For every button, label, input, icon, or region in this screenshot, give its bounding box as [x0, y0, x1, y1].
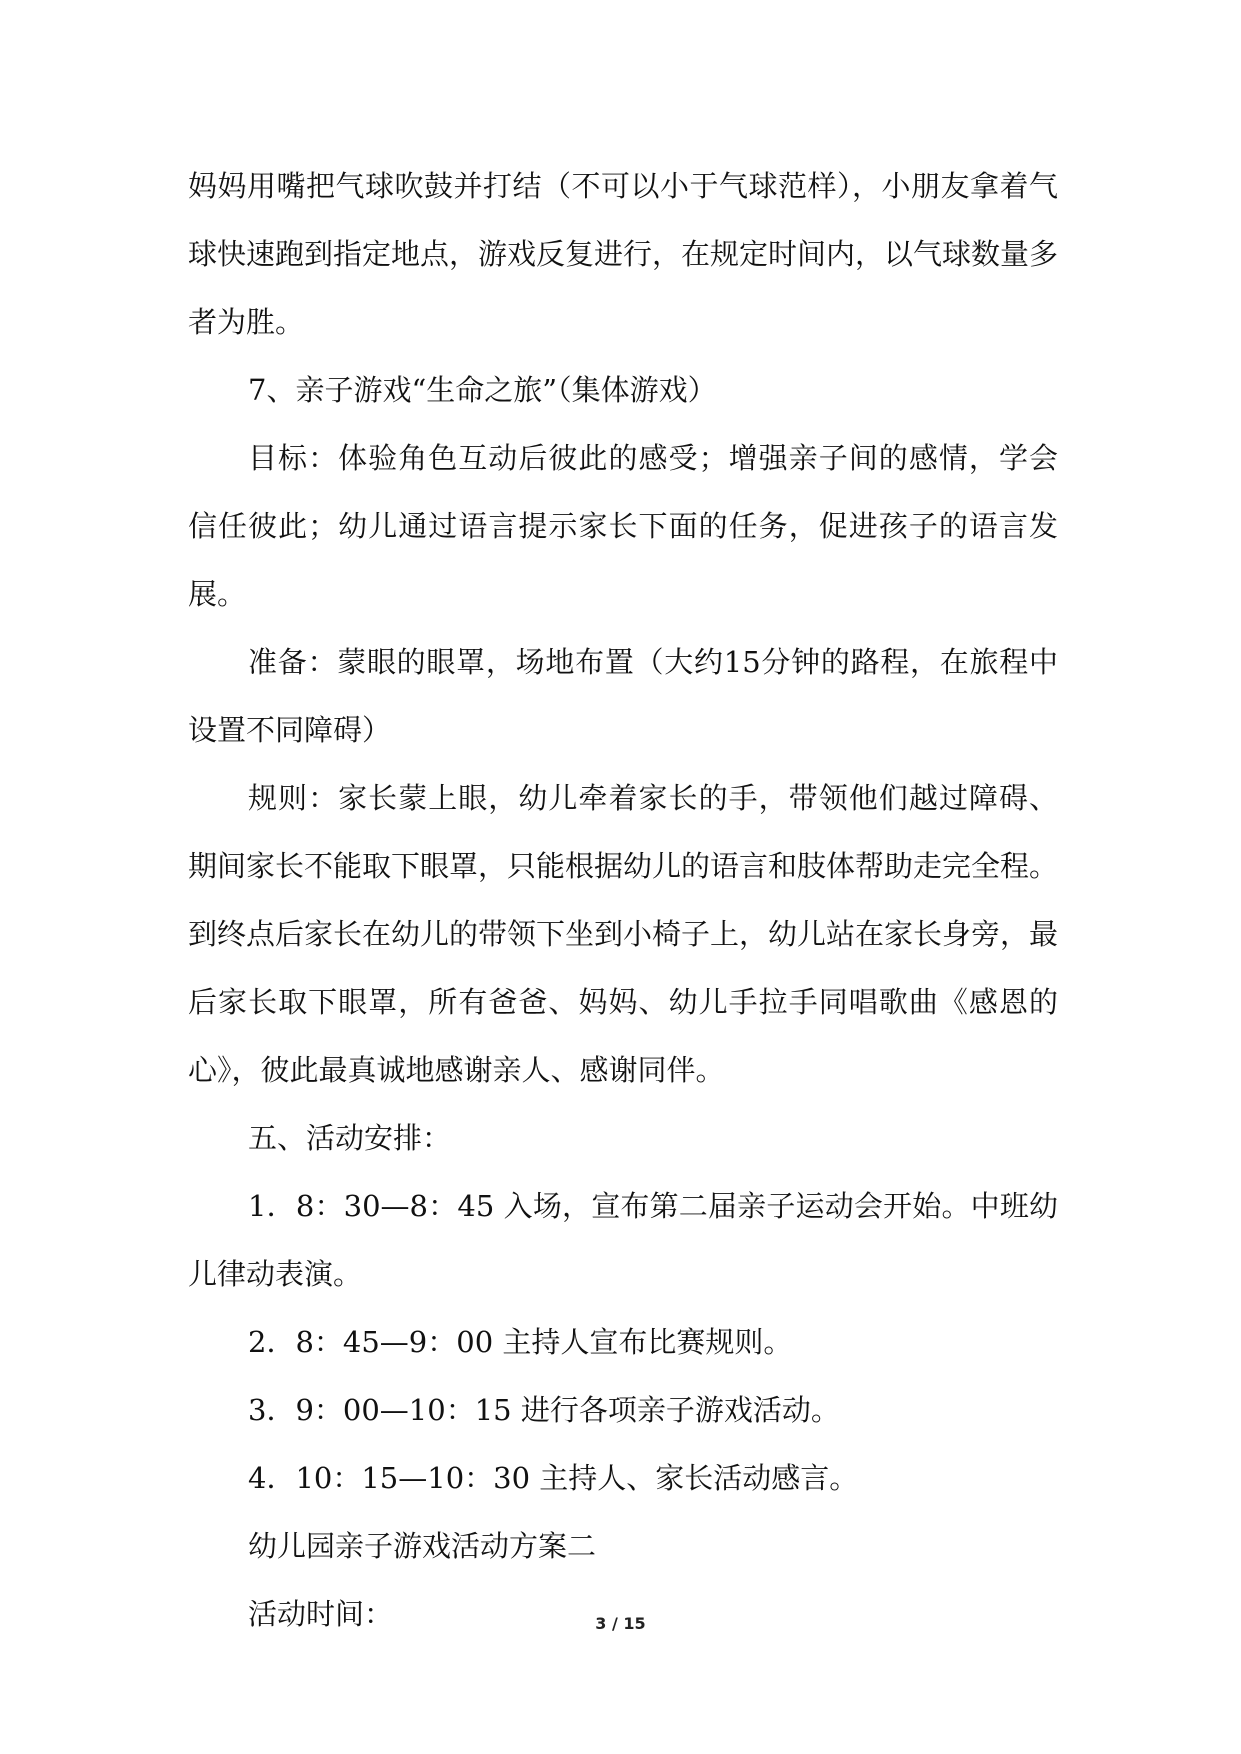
- schedule-item-3: 3．9：00—10：15 进行各项亲子游戏活动。: [248, 1393, 840, 1427]
- paragraph-goal: 目标：体验角色互动后彼此的感受；增强亲子间的感情，学会信任彼此；幼儿通过语言提示家长下面的任务，促进孩子的语言发展。: [188, 441, 1058, 611]
- paragraph-preparation: 准备：蒙眼的眼罩，场地布置（大约15分钟的路程，在旅程中设置不同障碍）: [188, 645, 1058, 747]
- activity-time-label: 活动时间：: [248, 1597, 394, 1631]
- section-heading-schedule: 五、活动安排：: [248, 1121, 452, 1155]
- schedule-item-2: 2．8：45—9：00 主持人宣布比赛规则。: [248, 1325, 793, 1359]
- schedule-item-4: 4．10：15—10：30 主持人、家长活动感言。: [248, 1461, 859, 1495]
- paragraph-game-7-title: 7、亲子游戏“生命之旅”（集体游戏）: [248, 373, 717, 407]
- schedule-item-1: 1．8：30—8：45 入场，宣布第二届亲子运动会开始。中班幼儿律动表演。: [188, 1189, 1058, 1291]
- paragraph-balloon-rules: 妈妈用嘴把气球吹鼓并打结（不可以小于气球范样），小朋友拿着气球快速跑到指定地点，游戏反复进行，在规定时间内，以气球数量多者为胜。: [188, 169, 1059, 339]
- document-body: [188, 152, 1058, 1648]
- page-number: 3 / 15: [595, 1614, 646, 1633]
- plan-two-title: 幼儿园亲子游戏活动方案二: [248, 1529, 597, 1563]
- paragraph-rules: 规则：家长蒙上眼，幼儿牵着家长的手，带领他们越过障碍、期间家长不能取下眼罩，只能根据幼儿的语言和肢体帮助走完全程。到终点后家长在幼儿的带领下坐到小椅子上，幼儿站在家长身旁，最后家长取下眼罩，所有爸爸、妈妈、幼儿手拉手同唱歌曲《感恩的心》，彼此最真诚地感谢亲人、感谢同伴。: [188, 781, 1059, 1087]
